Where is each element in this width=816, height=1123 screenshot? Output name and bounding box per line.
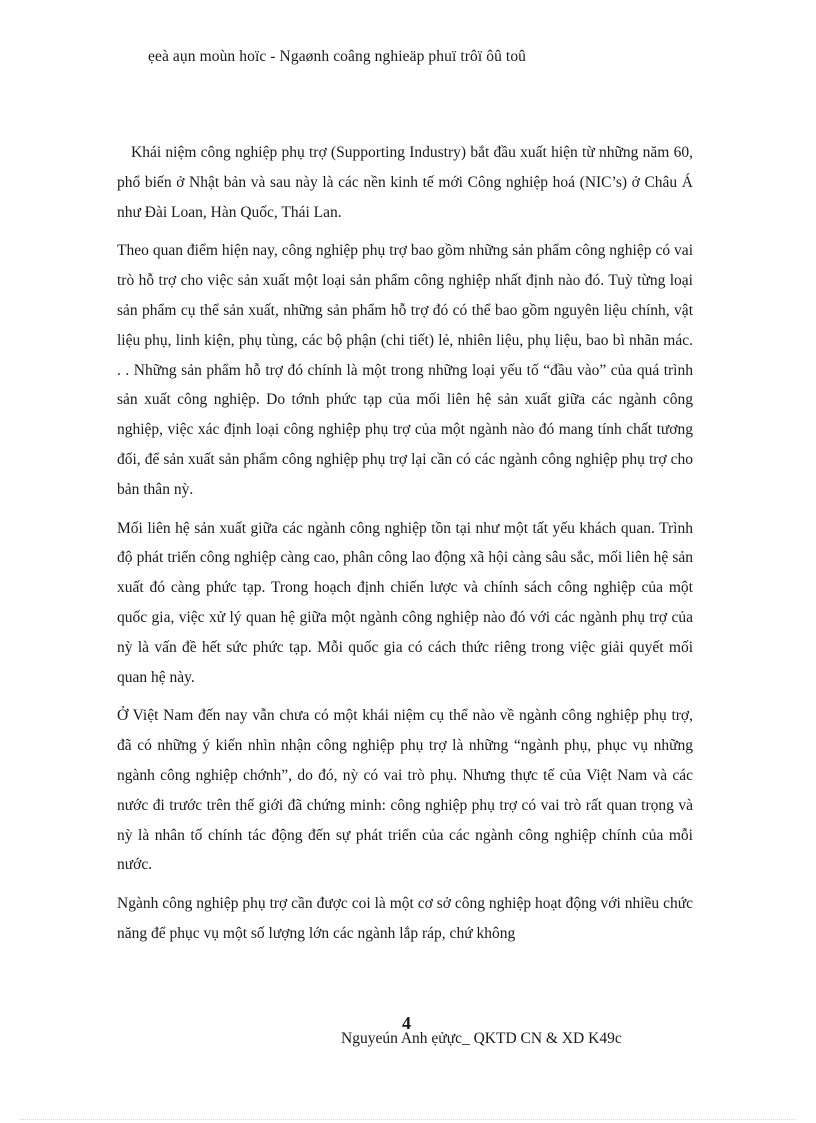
page-bottom-divider (20, 1119, 796, 1120)
page-footer: Nguyeún Anh ẹửực_ QKTD CN & XD K49c (341, 1030, 622, 1047)
paragraph-1: Khái niệm công nghiệp phụ trợ (Supporting Industry) bắt đầu xuất hiện từ những năm 60, phổ biến ở Nhật bản và sau này là các nền kinh tế mới Công nghiệp hoá (NIC’s) ở Châu Á như Đài Loan, Hàn Quốc, Thái Lan. (117, 144, 693, 221)
page-number: 4 (402, 1013, 411, 1033)
paragraph-4: Ở Việt Nam đến nay vẫn chưa có một khái niệm cụ thể nào về ngành công nghiệp phụ trợ, đã có những ý kiến nhìn nhận công nghiệp phụ trợ là những “ngành phụ, phục vụ những ngành công nghiệp chớnh”, do đó, nỳ có vai trò phụ. Nhưng thực tế của Việt Nam và các nước đi trước trên thế giới đã chứng minh: công nghiệp phụ trợ có vai trò rất quan trọng và nỳ là nhân tố chính tác động đến sự phát triển của các ngành công nghiệp chính của mỗi nước. (117, 707, 693, 874)
paragraph-5: Ngành công nghiệp phụ trợ cần được coi là một cơ sở công nghiệp hoạt động với nhiều chức năng để phục vụ một số lượng lớn các ngành lắp ráp, chứ không (117, 895, 693, 942)
page-header: ẹeà aụn moùn hoïc - Ngaønh coâng nghieäp phuï trôï ôû toû (148, 48, 527, 65)
paragraph-3: Mối liên hệ sản xuất giữa các ngành công nghiệp tồn tại như một tất yếu khách quan. Trình độ phát triển công nghiệp càng cao, phân công lao động xã hội càng sâu sắc, mối liên hệ sản xuất đó càng phức tạp. Trong hoạch định chiến lược và chính sách công nghiệp của một quốc gia, việc xử lý quan hệ giữa một ngành công nghiệp nào đó với các ngành phụ trợ của nỳ là vấn đề hết sức phức tạp. Mỗi quốc gia có cách thức riêng trong việc giải quyết mối quan hệ này. (117, 519, 693, 686)
document-body (117, 138, 693, 958)
paragraph-2: Theo quan điểm hiện nay, công nghiệp phụ trợ bao gồm những sản phẩm công nghiệp có vai trò hỗ trợ cho việc sản xuất một loại sản phẩm công nghiệp nhất định nào đó. Tuỳ từng loại sản phẩm cụ thể sản xuất, những sản phẩm hỗ trợ đó có thể bao gồm nguyên liệu chính, vật liệu phụ, linh kiện, phụ tùng, các bộ phận (chi tiết) lẻ, nhiên liệu, phụ liệu, bao bì nhãn mác. . . Những sản phẩm hỗ trợ đó chính là một trong những loại yếu tố “đầu vào” của quá trình sản xuất công nghiệp. Do tớnh phức tạp của mối liên hệ sản xuất giữa các ngành công nghiệp, việc xác định loại công nghiệp phụ trợ của một ngành nào đó mang tính chất tương đối, để sản xuất sản phẩm công nghiệp phụ trợ lại cần có các ngành công nghiệp phụ trợ cho bản thân nỳ. (117, 242, 693, 498)
